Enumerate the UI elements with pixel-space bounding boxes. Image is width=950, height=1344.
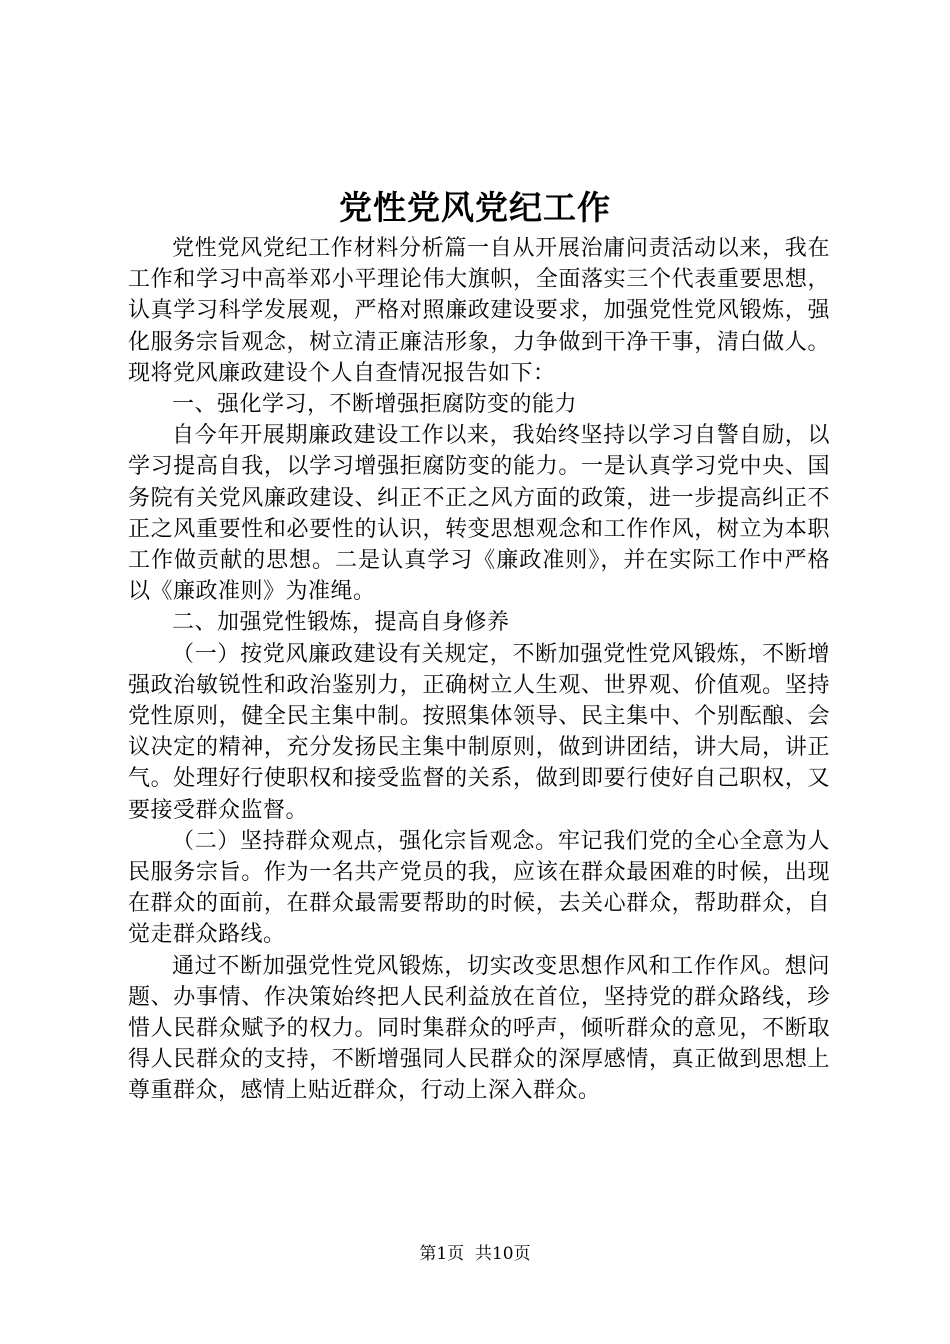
page-number: 第1页 共10页 [419,1244,531,1264]
document-body [128,233,830,1107]
document-title: 党性党风党纪工作 [339,188,611,227]
paragraph-point-2: （二）坚持群众观点，强化宗旨观念。牢记我们党的全心全意为人民服务宗旨。作为一名共产党员的我，应该在群众最困难的时候，出现在群众的面前，在群众最需要帮助的时候，去关心群众，帮助群众，自觉走群众路线。 [128,828,830,948]
paragraph-conclusion: 通过不断加强党性党风锻炼，切实改变思想作风和工作作风。想问题、办事情、作决策始终把人民利益放在首位，坚持党的群众路线，珍惜人民群众赋予的权力。同时集群众的呼声，倾听群众的意见，不断取得人民群众的支持，不断增强同人民群众的深厚感情，真正做到思想上尊重群众，感情上贴近群众，行动上深入群众。 [128,953,830,1104]
paragraph-study: 自今年开展期廉政建设工作以来，我始终坚持以学习自警自励，以学习提高自我，以学习增强拒腐防变的能力。一是认真学习党中央、国务院有关党风廉政建设、纠正不正之风方面的政策，进一步提高纠正不正之风重要性和必要性的认识，转变思想观念和工作作风，树立为本职工作做贡献的思想。二是认真学习《廉政准则》，并在实际工作中严格以《廉政准则》为准绳。 [128,423,830,605]
paragraph-intro: 党性党风党纪工作材料分析篇一自从开展治庸问责活动以来，我在工作和学习中高举邓小平理论伟大旗帜，全面落实三个代表重要思想，认真学习科学发展观，严格对照廉政建设要求，加强党性党风锻炼，强化服务宗旨观念，树立清正廉洁形象，力争做到干净干事，清白做人。现将党风廉政建设个人自查情况报告如下： [128,236,830,386]
section-heading-1: 一、强化学习，不断增强拒腐防变的能力 [172,392,578,418]
section-heading-2: 二、加强党性锻炼，提高自身修养 [172,610,510,636]
paragraph-point-1: （一）按党风廉政建设有关规定，不断加强党性党风锻炼，不断增强政治敏锐性和政治鉴别力，正确树立人生观、世界观、价值观。坚持党性原则，健全民主集中制。按照集体领导、民主集中、个别酝酿、会议决定的精神，充分发扬民主集中制原则，做到讲团结，讲大局，讲正气。处理好行使职权和接受监督的关系，做到即要行使好自己职权，又要接受群众监督。 [128,641,830,823]
page-footer [0,1242,950,1266]
